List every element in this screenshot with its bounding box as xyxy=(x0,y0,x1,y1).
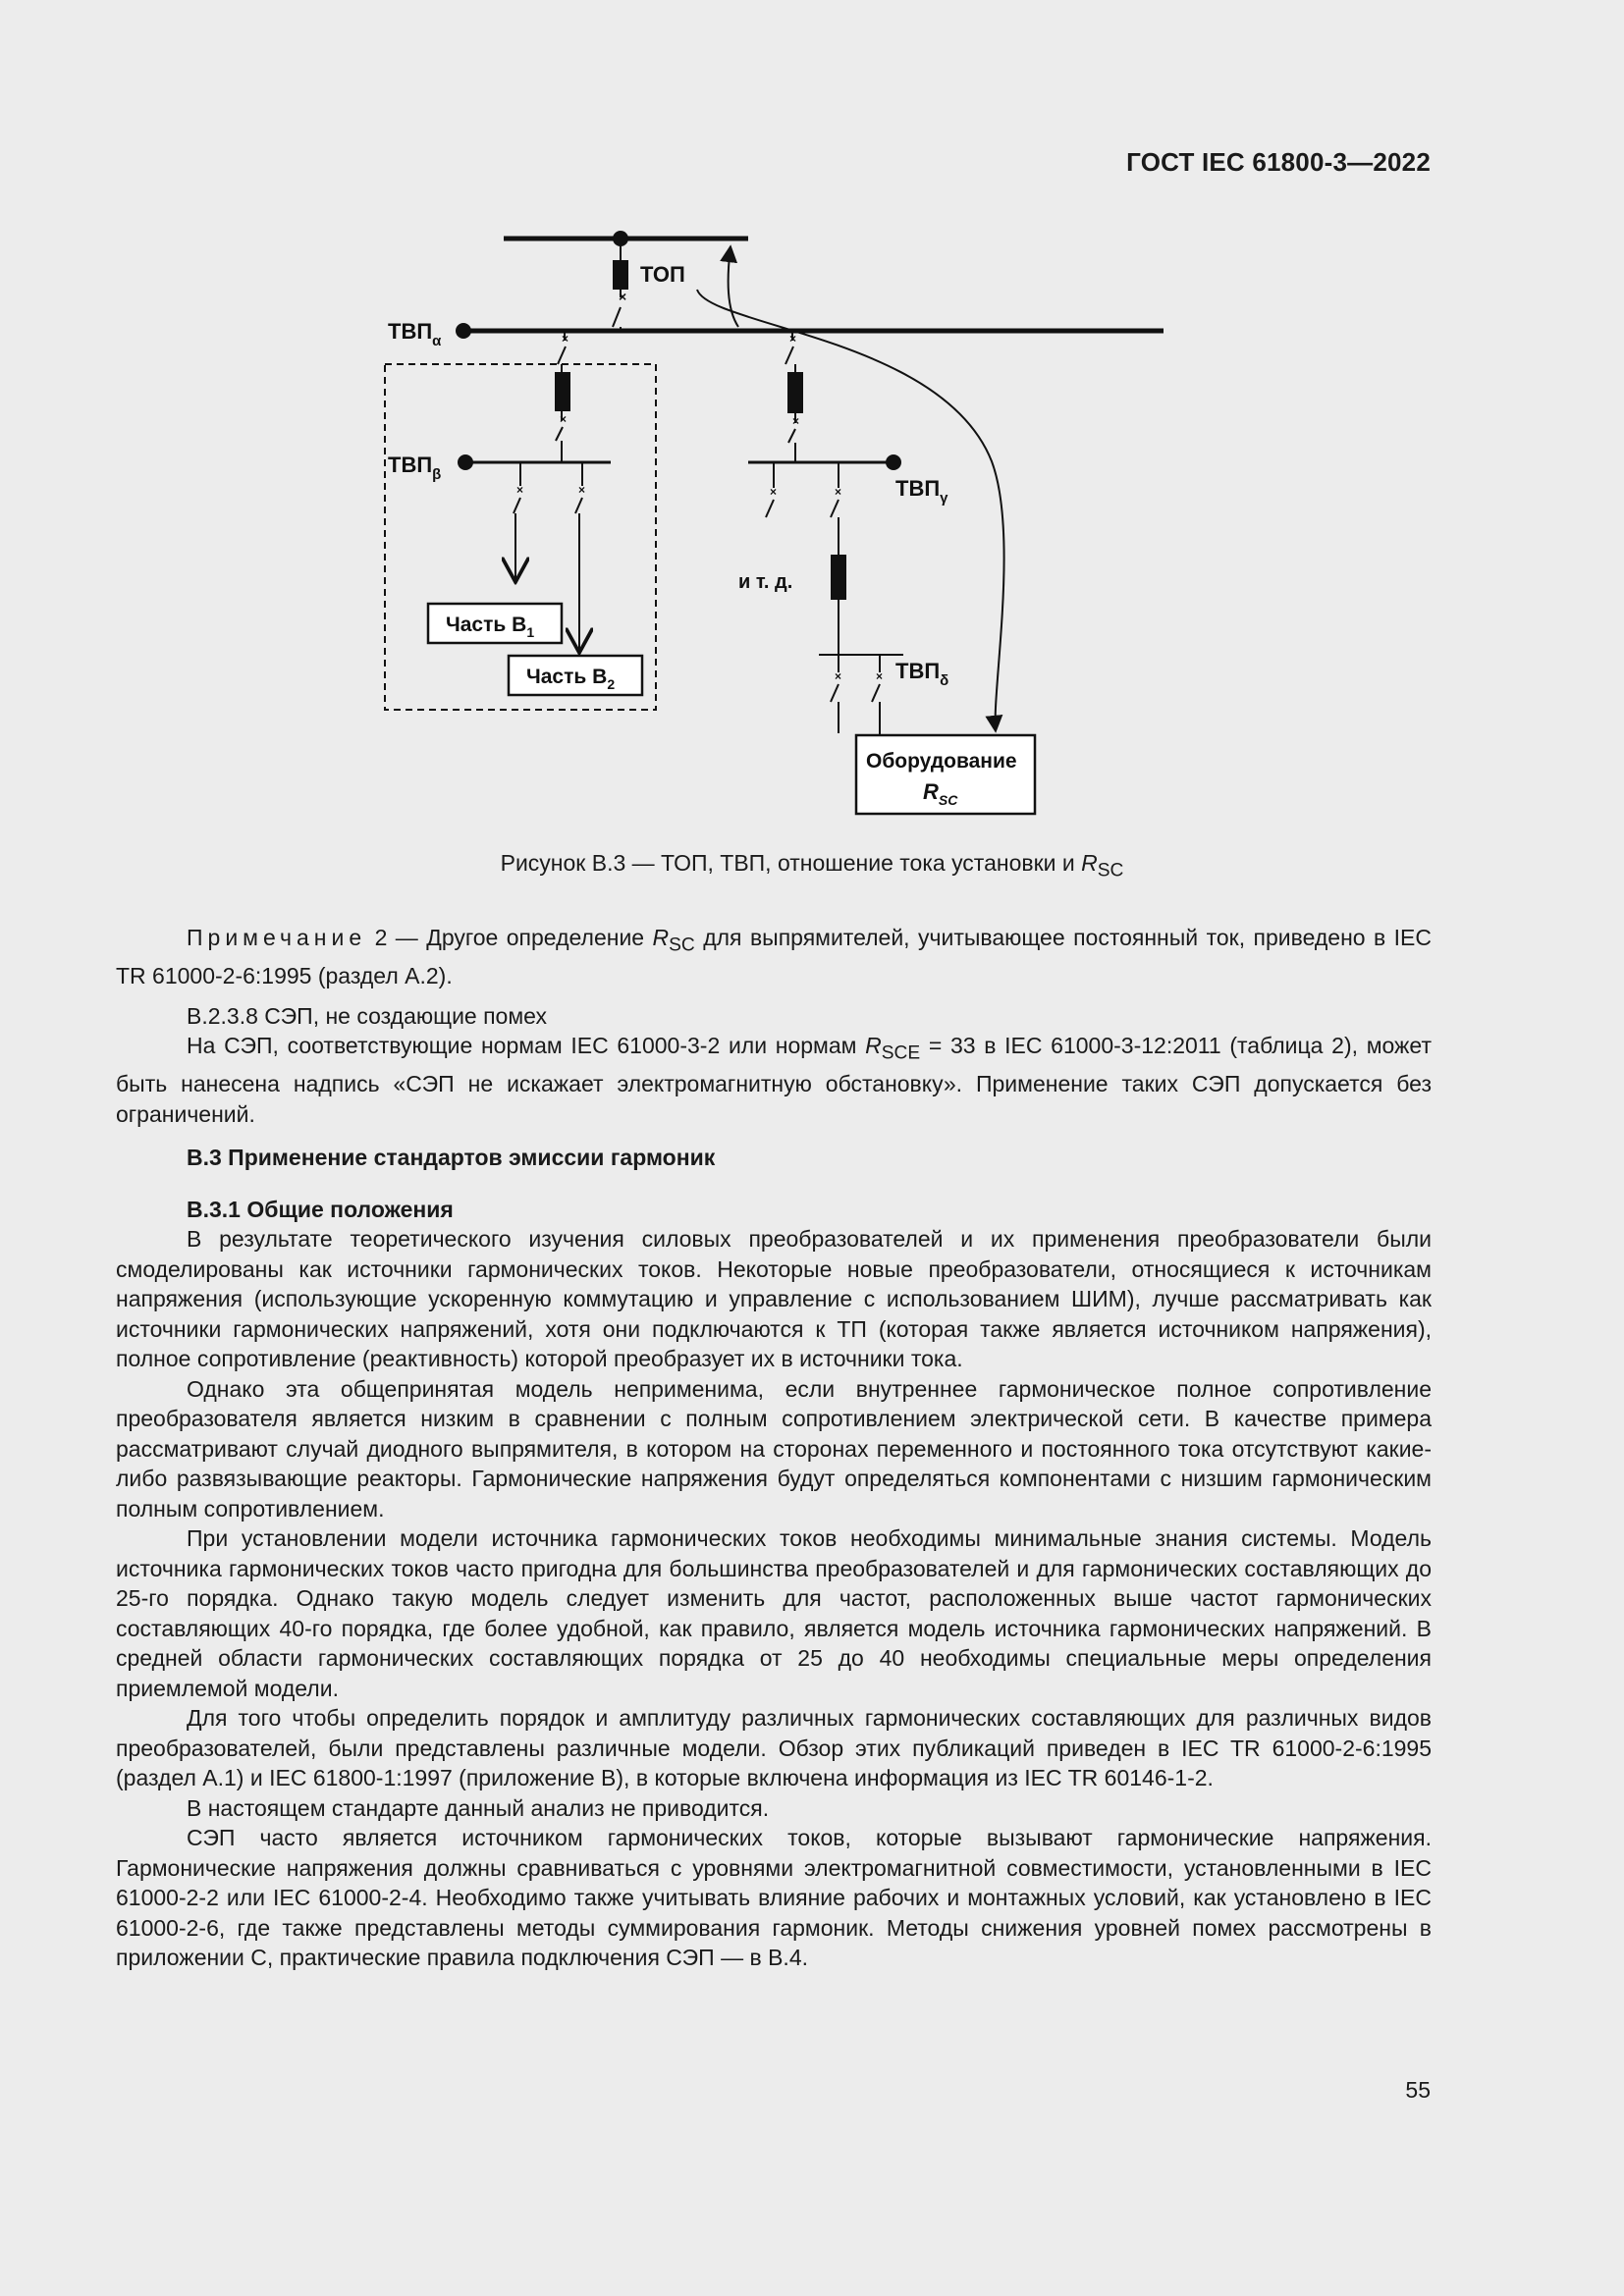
label-part-b2: Часть $B_2$ xyxy=(526,666,616,692)
paragraph: В настоящем стандарте данный анализ не приводится. xyxy=(187,1794,770,1821)
paragraph: СЭП часто является источником гармонических токов, которые вызывают гармонические напряжения. Гармонические напряжения должны сравниваться с уровнями электромагнитной совместимости, установленными в IEC 61000-2-2 или IEC 61000-2-4. Необходимо также учитывать влияние рабочих и монтажных условий, как установлено в IEC 61000-2-6, где также представлены методы суммирования гармоник. Методы снижения уровней помех рассмотрены в приложении С, практические правила подключения СЭП — в B.4. xyxy=(116,1825,1432,1971)
page-number: 55 xyxy=(1405,2077,1431,2103)
rsc-relation-arrow xyxy=(697,290,1004,731)
label-equipment: Оборудование xyxy=(866,750,1017,773)
subsection-heading: B.3.1 Общие положения xyxy=(187,1196,454,1222)
clause-heading: B.2.3.8 СЭП, не создающие помех xyxy=(187,1002,547,1029)
document-header: ГОСТ IEC 61800-3—2022 xyxy=(1126,147,1431,177)
label-tvp-alpha: $ТВП_\alpha$ xyxy=(388,319,442,349)
clause-paragraph: На СЭП, соответствующие нормам IEC 61000-3-2 или нормам $R_{SCE} = 33$ в IEC 61000-3-12:2011 (таблица 2), может быть нанесена надпись «СЭП не искажает электромагнитную обстановку». Применение таких СЭП допускается без ограничений. xyxy=(116,1033,1432,1127)
svg-text:×: × xyxy=(516,483,524,497)
svg-text:×: × xyxy=(578,483,586,497)
paragraph: Для того чтобы определить порядок и амплитуду различных гармонических составляющих для различных видов преобразователей, были представлены различные модели. Обзор этих публикаций приведен в IEC TR 61000-2-6:1995 (раздел А.1) и IEC 61800-1:1997 (приложение B), в которые включена информация из IEC TR 60146-1-2. xyxy=(116,1705,1432,1791)
top-busbar xyxy=(504,231,748,331)
note-paragraph: Примечание 2 — Другое определение $R_{SC}$ для выпрямителей, учитывающее постоянный ток, приведено в IEC TR 61000-2-6:1995 (раздел А.2). xyxy=(116,925,1432,989)
label-tvp-gamma: $ТВП_\gamma$ xyxy=(895,476,948,507)
branch-gamma xyxy=(748,331,903,735)
svg-text:×: × xyxy=(792,414,800,428)
label-top: ТОП xyxy=(640,262,685,287)
svg-text:×: × xyxy=(835,669,842,683)
svg-text:×: × xyxy=(619,289,627,304)
figure-caption: Рисунок B.3 — ТОП, ТВП, отношение тока установки и $R_{SC}$ xyxy=(500,850,1124,881)
svg-text:×: × xyxy=(562,332,569,346)
circuit-diagram xyxy=(373,221,1178,829)
label-equipment-rsc: $R_{SC}$ xyxy=(923,779,958,808)
svg-text:×: × xyxy=(789,332,797,346)
paragraph: Однако эта общепринятая модель неприменима, если внутреннее гармоническое полное сопротивление преобразователя является низким в сравнении с полным сопротивлением электрической сети. В качестве примера рассматривают случай диодного выпрямителя, в котором на сторонах переменного и постоянного тока отсутствуют какие-либо развязывающие реакторы. Гармонические напряжения будут определяться компонентами с низшим гармоническим полным сопротивлением. xyxy=(116,1375,1432,1522)
body-text xyxy=(116,923,1432,1973)
svg-text:×: × xyxy=(560,412,568,426)
paragraph: В результате теоретического изучения силовых преобразователей и их применения преобразователи были смоделированы как источники гармонических токов. Некоторые новые преобразователи, относящиеся к источникам напряжения (использующие ускоренную коммутацию и управление с использованием ШИМ), лучше рассматривать как источники гармонических напряжений, хотя они подключаются к ТП (которая также является источником напряжения), полное сопротивление (реактивность) которой преобразует их в источники тока. xyxy=(116,1226,1432,1372)
label-part-b1: Часть $B_1$ xyxy=(446,614,535,640)
svg-text:×: × xyxy=(876,669,884,683)
svg-text:×: × xyxy=(770,485,778,499)
label-tvp-delta: $ТВП_\delta$ xyxy=(895,659,949,689)
label-etc: и т. д. xyxy=(738,571,793,593)
svg-text:×: × xyxy=(835,485,842,499)
paragraph: При установлении модели источника гармонических токов необходимы минимальные знания системы. Модель источника гармонических токов часто пригодна для большинства преобразователей и для гармонических составляющих до 25-го порядка. Однако такую модель следует изменить для частот, расположенных выше частот гармонических составляющих 40-го порядка, где более удобной, как правило, является модель источника гармонических напряжений. В средней области гармонических составляющих порядка от 25 до 40 необходимы специальные меры определения приемлемой модели. xyxy=(116,1525,1432,1701)
label-tvp-beta: $ТВП_\beta$ xyxy=(388,453,442,483)
rsc-relation-arrow-top xyxy=(729,246,738,327)
section-heading: B.3 Применение стандартов эмиссии гармоник xyxy=(187,1145,716,1171)
circuit-diagram-svg xyxy=(373,221,1178,829)
